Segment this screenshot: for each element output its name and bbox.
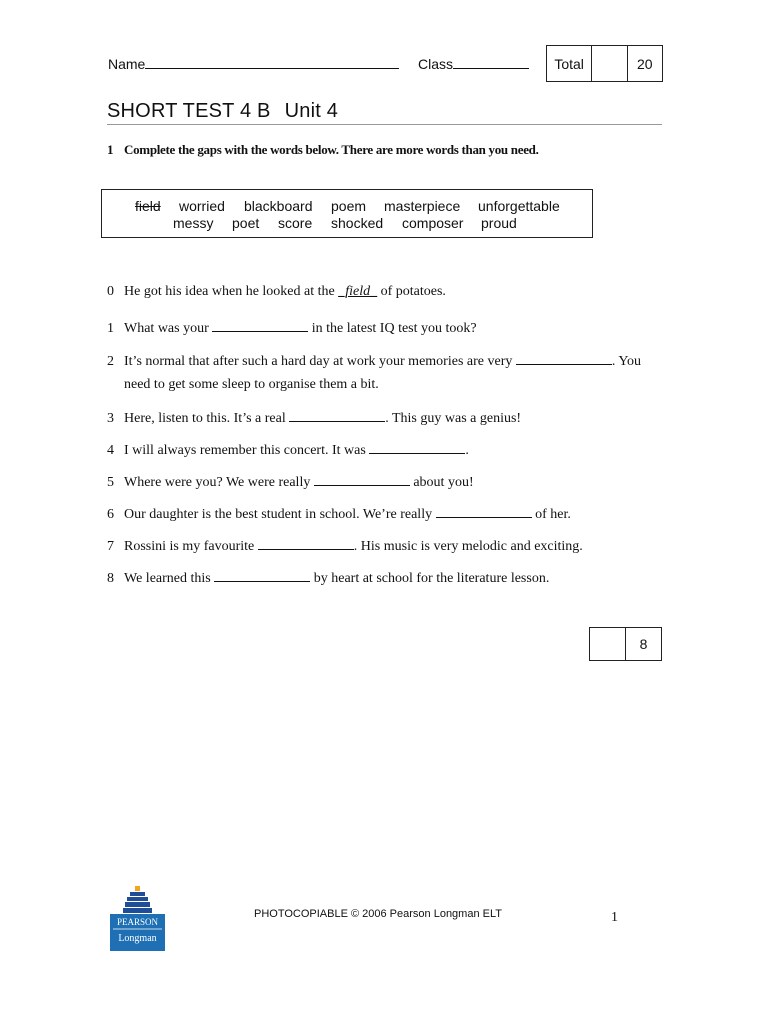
title-divider	[107, 124, 662, 125]
question-item	[107, 471, 644, 494]
name-field[interactable]	[108, 54, 399, 72]
question-item	[107, 535, 644, 558]
item-text: Rossini is my favourite	[124, 539, 258, 554]
question-item	[107, 407, 644, 430]
item-number: 5	[107, 475, 114, 490]
item-number: 0	[107, 284, 114, 299]
name-blank[interactable]	[145, 54, 399, 69]
word-bank-item: score	[278, 215, 313, 231]
item-number: 1	[107, 321, 114, 336]
page-title	[107, 100, 338, 123]
item-number: 4	[107, 443, 114, 458]
answer-blank[interactable]	[214, 569, 310, 582]
logo-graphic	[110, 884, 165, 951]
word-bank-item: proud	[481, 215, 517, 231]
item-number: 7	[107, 539, 114, 554]
question-item	[107, 317, 644, 340]
word-bank-item: worried	[179, 198, 225, 214]
word-bank-item: masterpiece	[384, 198, 461, 214]
item-text: of her.	[531, 507, 571, 522]
word-bank-item: composer	[402, 215, 464, 231]
exercise-instruction	[107, 142, 539, 158]
item-text: . This guy was a genius!	[385, 411, 522, 426]
item-text: What was your	[124, 321, 213, 336]
word-bank-item: field	[135, 198, 161, 214]
answer-blank[interactable]	[436, 505, 532, 518]
exercise-score-max: 8	[639, 636, 648, 652]
question-item	[107, 567, 644, 590]
answer-blank[interactable]	[314, 473, 410, 486]
example-item	[107, 280, 644, 303]
item-number: 6	[107, 507, 114, 522]
answer-blank[interactable]	[212, 319, 308, 332]
name-label: Name	[108, 56, 146, 72]
class-blank[interactable]	[453, 54, 529, 69]
item-text: . His music is very melodic and exciting.	[353, 539, 583, 554]
class-label: Class	[418, 56, 454, 72]
item-text: It’s normal that after such a hard day at work your memories are very	[124, 354, 516, 369]
item-text: of potatoes.	[377, 284, 446, 299]
exercise-number: 1	[107, 142, 114, 157]
word-bank-item: unforgettable	[478, 198, 560, 214]
total-score-cell[interactable]	[592, 46, 627, 81]
logo-text-2: Longman	[118, 933, 157, 944]
question-item	[107, 439, 644, 462]
exercise-score-cell[interactable]	[590, 628, 626, 660]
item-text: I will always remember this concert. It was	[124, 443, 370, 458]
test-title: SHORT TEST 4 B	[107, 100, 271, 122]
question-item	[107, 350, 644, 396]
total-score-box	[546, 45, 663, 82]
question-item	[107, 503, 644, 526]
item-number: 8	[107, 571, 114, 586]
item-text: . You need to get some sleep to organise them a bit.	[124, 354, 642, 392]
exercise-score-box	[589, 627, 662, 661]
logo-text-1: PEARSON	[116, 917, 159, 927]
item-number: 3	[107, 411, 114, 426]
answer-blank[interactable]	[289, 409, 385, 422]
item-number: 2	[107, 354, 114, 369]
page-number: 1	[611, 910, 618, 925]
word-bank	[101, 189, 593, 238]
unit-title: Unit 4	[284, 100, 339, 122]
item-text: Where were you? We were really	[124, 475, 314, 490]
answer-blank[interactable]	[258, 537, 354, 550]
total-max: 20	[637, 55, 653, 72]
item-text: Our daughter is the best student in school. We’re really	[124, 507, 436, 522]
item-text: by heart at school for the literature lesson.	[310, 571, 550, 586]
item-text: Here, listen to this. It’s a real	[124, 411, 290, 426]
total-label: Total	[547, 46, 592, 81]
example-answer: _field_	[338, 284, 378, 299]
item-text: .	[465, 443, 469, 458]
item-text: about you!	[409, 475, 474, 490]
answer-blank[interactable]	[369, 441, 465, 454]
word-bank-item: poet	[232, 215, 260, 231]
item-text: in the latest IQ test you took?	[308, 321, 477, 336]
answer-blank[interactable]	[516, 352, 612, 365]
item-text: We learned this	[124, 571, 215, 586]
word-bank-item: blackboard	[244, 198, 313, 214]
class-field[interactable]	[418, 54, 529, 72]
pearson-longman-logo	[110, 884, 165, 951]
copyright-footer: PHOTOCOPIABLE © 2006 Pearson Longman ELT	[254, 908, 502, 920]
word-bank-item: messy	[173, 215, 214, 231]
instruction-text: Complete the gaps with the words below. There are more words than you need.	[124, 142, 539, 157]
word-bank-item: poem	[331, 198, 367, 214]
word-bank-item: shocked	[331, 215, 384, 231]
item-text: He got his idea when he looked at the	[124, 284, 339, 299]
